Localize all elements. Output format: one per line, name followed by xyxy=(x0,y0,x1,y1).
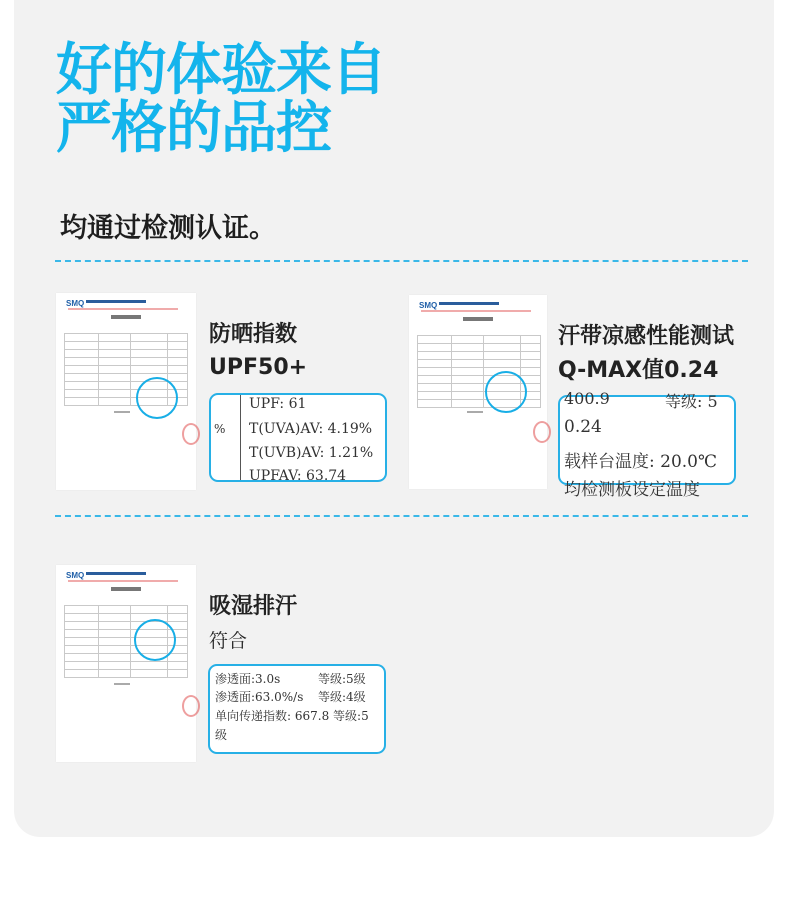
headline-line-1: 好的体验来自 xyxy=(56,38,386,103)
penetration-time: 渗透面:3.0s xyxy=(215,672,281,686)
report-header-line xyxy=(421,310,531,312)
page-headline xyxy=(56,38,386,161)
table-gridline xyxy=(240,395,241,480)
upf-av-line: UPFAV: 63.74 xyxy=(249,468,347,484)
uva-line: T(UVA)AV: 4.19% xyxy=(249,421,373,437)
magnified-result-qmax xyxy=(558,389,736,500)
report-header-line xyxy=(68,308,178,310)
report-header-line xyxy=(68,580,178,582)
report-title xyxy=(463,317,493,321)
report-title xyxy=(111,315,141,319)
magnified-result-upf xyxy=(209,393,387,482)
smq-logo: SMQ xyxy=(419,301,438,310)
report-page-number xyxy=(114,411,130,413)
headline-line-2: 严格的品控 xyxy=(56,96,331,161)
test-report-thumbnail-upf xyxy=(56,293,196,490)
section-value-qmax: Q-MAX值0.24 xyxy=(558,358,719,383)
test-report-thumbnail-wicking xyxy=(56,565,196,762)
test-report-thumbnail-qmax xyxy=(409,295,547,489)
report-org-name xyxy=(86,572,146,575)
penetration-rate-grade: 等级:4级 xyxy=(318,690,366,704)
edge-char: % xyxy=(214,422,226,436)
section-value-upf: UPF50+ xyxy=(209,355,308,380)
cut-off-value: 400.9 xyxy=(564,389,610,408)
highlight-circle xyxy=(134,619,176,661)
penetration-rate: 渗透面:63.0%/s xyxy=(215,690,304,704)
cut-off-grade: 等级: 5 xyxy=(665,392,718,411)
report-org-name xyxy=(86,300,146,303)
magnified-result-wicking xyxy=(208,664,386,754)
plate-temperature-cutoff: 均检测板设定温度 xyxy=(564,480,700,500)
red-seal-stamp xyxy=(182,695,200,717)
smq-logo: SMQ xyxy=(66,571,85,580)
one-way-transport-index: 单向传递指数: 667.8 等级:5 xyxy=(215,709,369,723)
dashed-divider-middle xyxy=(55,515,748,517)
sample-stage-temperature: 载样台温度: 20.0℃ xyxy=(564,452,717,472)
subheading: 均通过检测认证。 xyxy=(60,213,276,244)
report-page-number xyxy=(467,411,483,413)
penetration-time-grade: 等级:5级 xyxy=(318,672,366,686)
uvb-line: T(UVB)AV: 1.21% xyxy=(249,445,374,461)
report-title xyxy=(111,587,141,591)
report-page-number xyxy=(114,683,130,685)
red-seal-stamp xyxy=(182,423,200,445)
highlight-circle xyxy=(485,371,527,413)
red-seal-stamp xyxy=(533,421,551,443)
section-value-wicking: 符合 xyxy=(209,630,248,652)
section-title-qmax: 汗带凉感性能测试 xyxy=(558,324,735,349)
highlight-circle xyxy=(136,377,178,419)
qmax-value: 0.24 xyxy=(564,417,602,437)
upf-line: UPF: 61 xyxy=(249,396,307,412)
section-title-wicking: 吸湿排汗 xyxy=(209,594,298,619)
report-org-name xyxy=(439,302,499,305)
dashed-divider-top xyxy=(55,260,748,262)
section-title-upf: 防晒指数 xyxy=(209,322,298,347)
smq-logo: SMQ xyxy=(66,299,85,308)
transport-index-grade-suffix: 级 xyxy=(215,728,228,742)
